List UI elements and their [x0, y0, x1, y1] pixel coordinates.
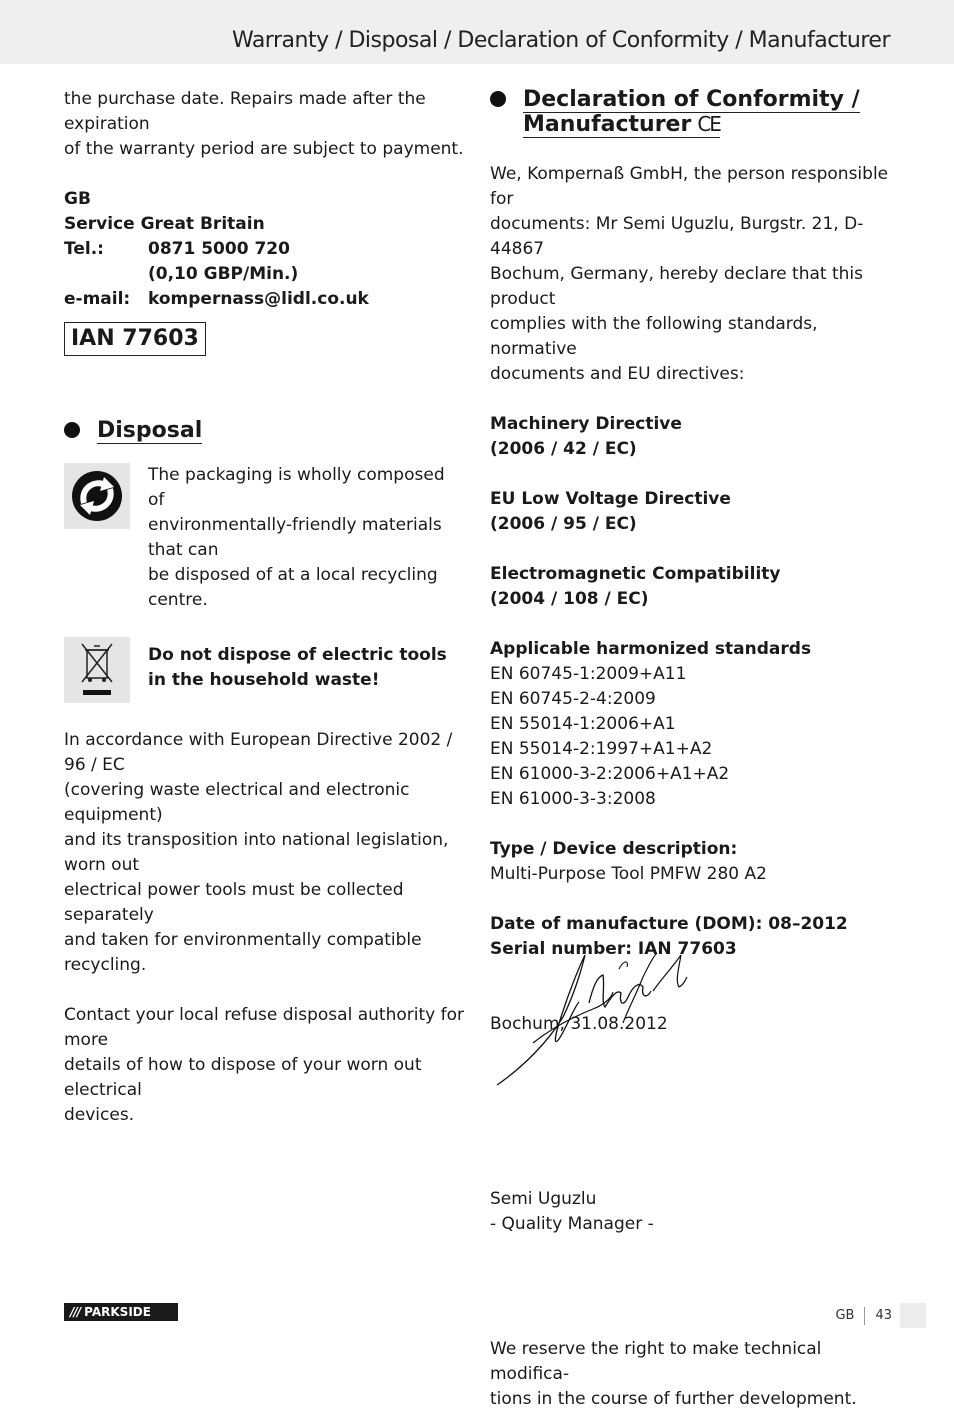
machinery-title: Machinery Directive — [490, 414, 682, 434]
ian-box: IAN 77603 — [64, 322, 206, 356]
serial-line: Serial number: IAN 77603 — [490, 939, 737, 959]
contact-text-3: devices. — [64, 1105, 135, 1125]
declaration-line-5: documents and EU directives: — [490, 364, 745, 384]
footer-lang: GB — [835, 1308, 855, 1323]
signature-image — [493, 947, 693, 1089]
type-heading: Type / Device description: — [490, 839, 738, 859]
weee-row — [64, 637, 464, 703]
machinery-code: (2006 / 42 / EC) — [490, 439, 637, 459]
weee-bin-icon — [64, 637, 130, 703]
standard-item: EN 55014-2:1997+A1+A2 — [490, 739, 713, 759]
page-title: Warranty / Disposal / Declaration of Conformity / Manufacturer — [231, 28, 890, 53]
signer-name: Semi Uguzlu — [490, 1189, 597, 1209]
parkside-logo: /// PARKSIDE — [64, 1303, 178, 1321]
warning-text-2: in the household waste! — [148, 670, 380, 690]
declaration-line-4: complies with the following standards, normative — [490, 314, 818, 359]
reserve-line-1: We reserve the right to make technical modifica- — [490, 1339, 822, 1384]
declaration-line-1: We, Kompernaß GmbH, the person responsible for — [490, 164, 889, 209]
emc-code: (2004 / 108 / EC) — [490, 589, 649, 609]
dom-line: Date of manufacture (DOM): 08–2012 — [490, 914, 848, 934]
low-voltage-code: (2006 / 95 / EC) — [490, 514, 637, 534]
low-voltage-title: EU Low Voltage Directive — [490, 489, 731, 509]
left-column — [64, 87, 464, 1128]
declaration-line-3: Bochum, Germany, hereby declare that this product — [490, 264, 863, 309]
standard-item: EN 61000-3-3:2008 — [490, 789, 656, 809]
service-block — [64, 187, 464, 312]
bullet-icon — [64, 422, 80, 438]
directive-text-2: (covering waste electrical and electronic equipment) — [64, 780, 410, 825]
packaging-row — [64, 463, 464, 613]
directive-text-1: In accordance with European Directive 2002 / 96 / EC — [64, 730, 453, 775]
standard-item: EN 60745-2-4:2009 — [490, 689, 656, 709]
tel-label: Tel.: — [64, 239, 104, 259]
ce-mark-icon: CE — [697, 112, 720, 136]
contact-text-2: details of how to dispose of your worn out electrical — [64, 1055, 422, 1100]
right-column — [490, 87, 890, 1412]
service-name: Service Great Britain — [64, 214, 265, 234]
packaging-text-1: The packaging is wholly composed of — [148, 465, 445, 510]
service-country: GB — [64, 189, 91, 209]
header-band — [0, 0, 954, 64]
page-footer — [835, 1303, 926, 1328]
page-tab-marker — [900, 1303, 926, 1328]
place-date: Bochum, 31.08.2012 — [490, 1014, 668, 1034]
page-number: 43 — [875, 1308, 892, 1323]
standard-item: EN 55014-1:2006+A1 — [490, 714, 676, 734]
standard-item: EN 61000-3-2:2006+A1+A2 — [490, 764, 730, 784]
reserve-line-2: tions in the course of further development. — [490, 1389, 857, 1409]
intro-line-2: of the warranty period are subject to payment. — [64, 139, 464, 159]
packaging-text-3: be disposed of at a local recycling centre. — [148, 565, 438, 610]
intro-line-1: the purchase date. Repairs made after the expiration — [64, 89, 426, 134]
tel-value: 0871 5000 720 — [148, 239, 290, 259]
standard-item: EN 60745-1:2009+A11 — [490, 664, 687, 684]
bullet-icon — [490, 91, 506, 107]
disposal-heading: Disposal — [64, 418, 464, 443]
recycling-icon — [64, 463, 130, 529]
emc-title: Electromagnetic Compatibility — [490, 564, 781, 584]
email-link[interactable]: kompernass@lidl.co.uk — [148, 289, 369, 309]
footer-divider — [864, 1307, 865, 1325]
declaration-line-2: documents: Mr Semi Uguzlu, Burgstr. 21, D-44867 — [490, 214, 864, 259]
conformity-heading: Declaration of Conformity / Manufacturer CE — [490, 87, 890, 137]
contact-text-1: Contact your local refuse disposal authority for more — [64, 1005, 464, 1050]
directive-text-5: and taken for environmentally compatible recycling. — [64, 930, 422, 975]
email-label: e-mail: — [64, 289, 131, 309]
standards-heading: Applicable harmonized standards — [490, 639, 812, 659]
signer-role: - Quality Manager - — [490, 1214, 654, 1234]
type-value: Multi-Purpose Tool PMFW 280 A2 — [490, 864, 767, 884]
tel-rate: (0,10 GBP/Min.) — [148, 264, 299, 284]
directive-text-4: electrical power tools must be collected separately — [64, 880, 404, 925]
directive-text-3: and its transposition into national legislation, worn out — [64, 830, 449, 875]
packaging-text-2: environmentally-friendly materials that can — [148, 515, 442, 560]
warning-text-1: Do not dispose of electric tools — [148, 645, 447, 665]
